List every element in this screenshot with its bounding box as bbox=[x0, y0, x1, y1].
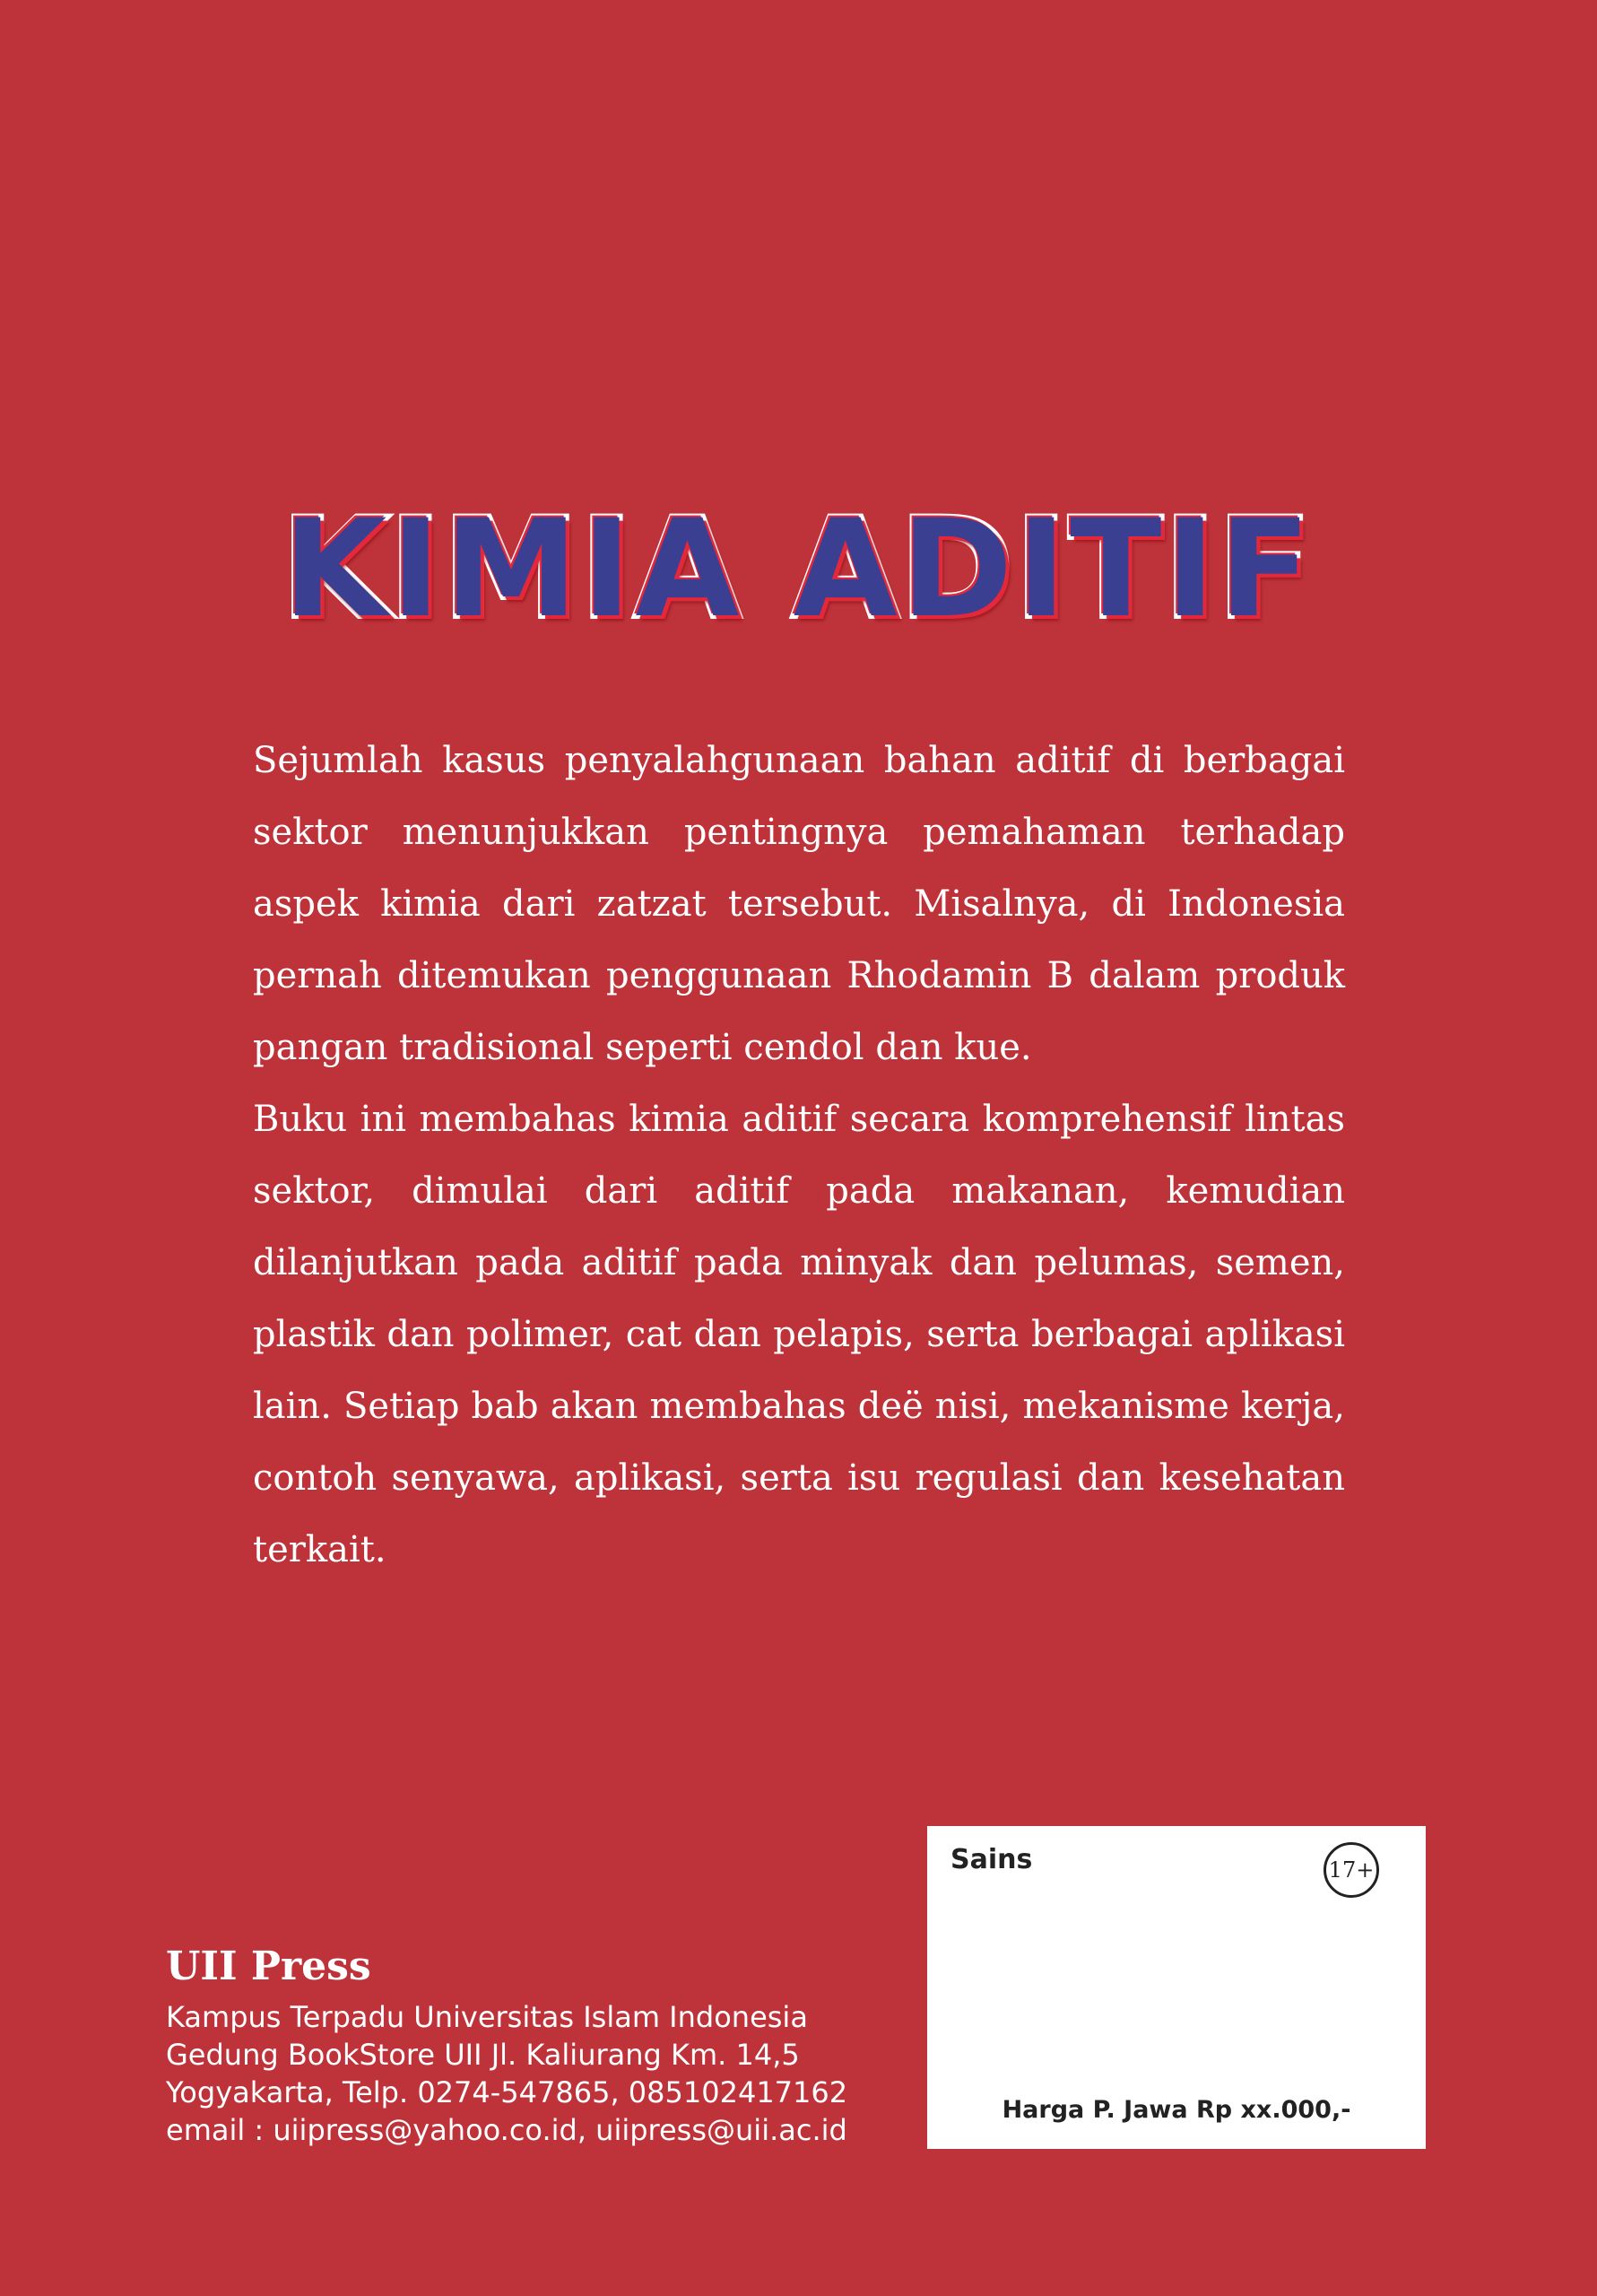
price-label: Harga P. Jawa Rp xx.000,- bbox=[1002, 2096, 1351, 2124]
publisher-name: UII Press bbox=[166, 1944, 371, 1989]
category-label: Sains bbox=[950, 1844, 1033, 1875]
age-rating-badge: 17+ bbox=[1324, 1842, 1379, 1898]
price-box bbox=[927, 1826, 1426, 2149]
publisher-address-line: Kampus Terpadu Universitas Islam Indonesia bbox=[166, 2000, 808, 2034]
blurb-paragraph-2: Buku ini membahas kimia aditif secara komprehensif lintas sektor, dimulai dari aditif pada makanan, kemudian dilanjutkan pada aditif pada minyak dan pelumas, semen, plastik dan polimer, cat dan pelapis, serta berbagai aplikasi lain. Setiap bab akan membahas deë nisi, mekanisme kerja, contoh senyawa, aplikasi, serta isu regulasi dan kesehatan terkait. bbox=[253, 1099, 1345, 1570]
blurb-paragraph-1: Sejumlah kasus penyalahgunaan bahan aditif di berbagai sektor menunjukkan pentingnya pemahaman terhadap aspek kimia dari zatzat tersebut. Misalnya, di Indonesia pernah ditemukan penggunaan Rhodamin B dalam produk pangan tradisional seperti cendol dan kue. bbox=[253, 740, 1345, 1068]
publisher-email-line: email : uiipress@yahoo.co.id, uiipress@uii.ac.id bbox=[166, 2113, 847, 2147]
publisher-address-line: Yogyakarta, Telp. 0274-547865, 085102417162 bbox=[166, 2075, 848, 2109]
book-title: KIMIA ADITIF bbox=[282, 491, 1315, 648]
publisher-block bbox=[166, 1935, 901, 2149]
publisher-address-line: Gedung BookStore UII Jl. Kaliurang Km. 14,5 bbox=[166, 2038, 800, 2072]
back-cover-blurb bbox=[253, 725, 1345, 1586]
